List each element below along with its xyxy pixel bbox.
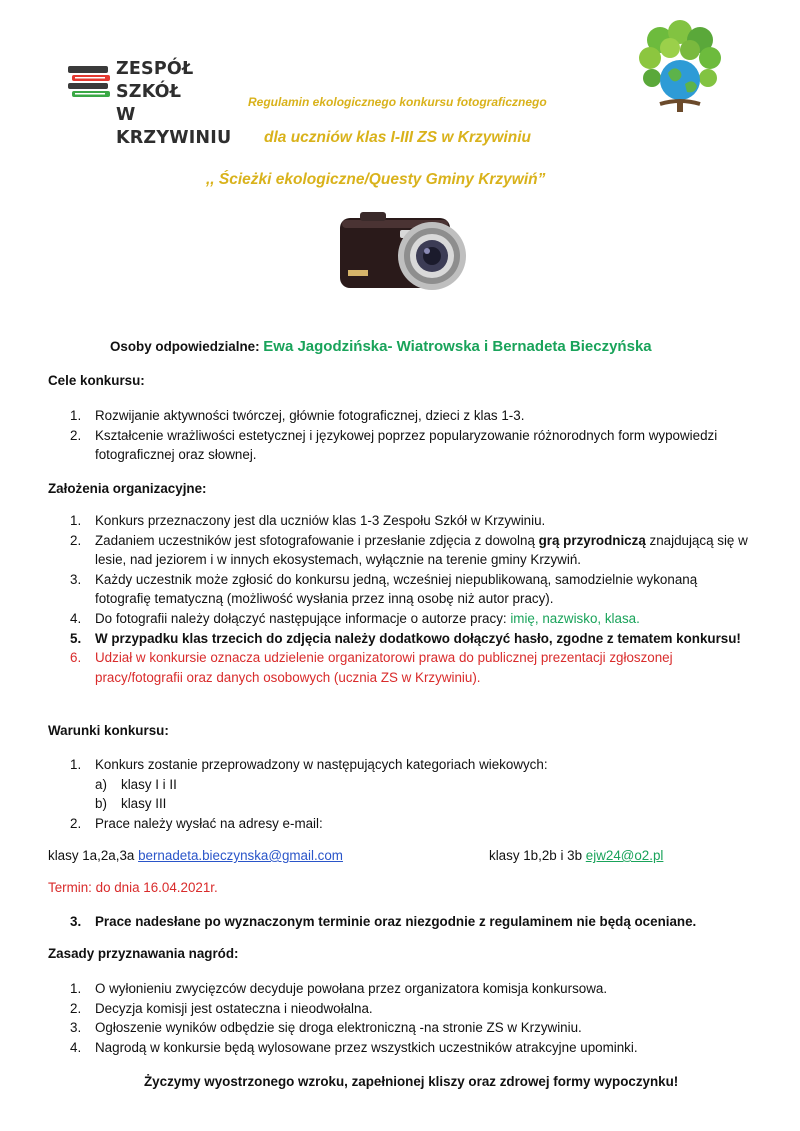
school-logo-line2: W KRZYWINIU — [116, 105, 232, 148]
list-item: 2. Kształcenie wrażliwości estetycznej i językowej poprzez popularyzowanie różnorodnych form wypowiedzi fotograficznej oraz słownej. — [70, 427, 718, 463]
list-item: 2. Zadaniem uczestników jest sfotografowanie i przesłanie zdjęcia z dowolną grą przyrodniczą znajdującą się w lesie, nad jeziorem i w innych ekosystemach, wyłącznie na terenie gminy Krzywiń. — [70, 532, 748, 568]
list-item: 1. Konkurs przeznaczony jest dla uczniów klas 1-3 Zespołu Szkół w Krzywiniu. — [70, 513, 546, 528]
responsible-persons: Osoby odpowiedzialne: Ewa Jagodzińska- Wiatrowska i Bernadeta Bieczyńska — [110, 338, 652, 355]
email-link-bieczynska[interactable]: bernadeta.bieczynska@gmail.com — [138, 848, 343, 863]
deadline: Termin: do dnia 16.04.2021r. — [48, 880, 218, 895]
list-item: 2. Prace należy wysłać na adresy e-mail: — [70, 815, 323, 831]
list-item: 1. Konkurs zostanie przeprowadzony w następujących kategoriach wiekowych: — [70, 757, 548, 772]
conditions-list — [48, 755, 754, 833]
title-line-1: Regulamin ekologicznego konkursu fotograficznego — [248, 95, 547, 109]
list-item: 1. O wyłonieniu zwycięzców decyduje powołana przez organizatora komisja konkursowa. — [70, 981, 608, 996]
title-line-3: ,, Ścieżki ekologiczne/Questy Gminy Krzywiń” — [206, 171, 546, 188]
responsible-label: Osoby odpowiedzialne — [110, 339, 256, 354]
closing-line: Życzymy wyostrzonego wzroku, zapełnionej kliszy oraz zdrowej formy wypoczynku! — [144, 1074, 679, 1089]
responsible-names: Ewa Jagodzińska- Wiatrowska i Bernadeta Bieczyńska — [263, 338, 652, 355]
list-item: 2. Decyzja komisji jest ostateczna i nieodwołalna. — [70, 1000, 373, 1016]
awards-list — [48, 979, 754, 1057]
assumptions-heading: Założenia organizacyjne: — [48, 481, 207, 496]
list-item: 3. Prace nadesłane po wyznaczonym terminie oraz niezgodnie z regulaminem nie będą oceniane. — [70, 914, 697, 929]
list-item: 1. Rozwijanie aktywności twórczej, głównie fotograficznej, dzieci z klas 1-3. — [70, 408, 525, 423]
list-item: b) klasy III — [95, 796, 167, 812]
list-item: 3. Każdy uczestnik może zgłosić do konkursu jedną, wcześniej niepublikowaną, samodzielnie wykonaną fotografię tematyczną (możliwość wysłania przez inną osobę niż autor pracy). — [70, 571, 698, 607]
list-item: 6. Udział w konkursie oznacza udzielenie organizatorowi prawa do publicznej prezentacji zgłoszonej pracy/fotografii oraz danych osobowych (ucznia ZS w Krzywiniu). — [70, 650, 673, 685]
title-line-2: dla uczniów klas I-III ZS w Krzywiniu — [264, 129, 531, 146]
camera-icon — [330, 208, 480, 294]
awards-heading: Zasady przyznawania nagród: — [48, 946, 239, 961]
school-logo-line1: ZESPÓŁ SZKÓŁ — [116, 59, 194, 102]
eco-earth-logo — [630, 18, 730, 114]
goals-list — [48, 406, 748, 465]
books-icon — [66, 64, 112, 104]
list-item: 5. W przypadku klas trzecich do zdjęcia należy dodatkowo dołączyć hasło, zgodne z tematem konkursu! — [70, 630, 741, 646]
green-earth-tree-icon — [630, 18, 730, 114]
email-left-line: klasy 1a,2a,3a bernadeta.bieczynska@gmail.com — [48, 848, 343, 863]
assumptions-list — [48, 511, 754, 687]
school-logo — [66, 58, 236, 148]
list-item: a) klasy I i II — [95, 776, 177, 792]
conditions-heading: Warunki konkursu: — [48, 723, 169, 738]
camera-image — [330, 208, 480, 294]
list-item: 3. Ogłoszenie wyników odbędzie się droga elektroniczną -na stronie ZS w Krzywiniu. — [70, 1020, 582, 1036]
list-item: 4. Nagrodą w konkursie będą wylosowane przez wszystkich uczestników atrakcyjne upominki. — [70, 1039, 638, 1055]
conditions-list-2 — [48, 912, 768, 932]
email-right-line: klasy 1b,2b i 3b ejw24@o2.pl — [489, 848, 664, 863]
email-link-ejw24[interactable]: ejw24@o2.pl — [585, 848, 664, 863]
list-item: 4. Do fotografii należy dołączyć następujące informacje o autorze pracy: imię, nazwisko, klasa. — [70, 610, 640, 626]
goals-heading: Cele konkursu: — [48, 373, 145, 388]
